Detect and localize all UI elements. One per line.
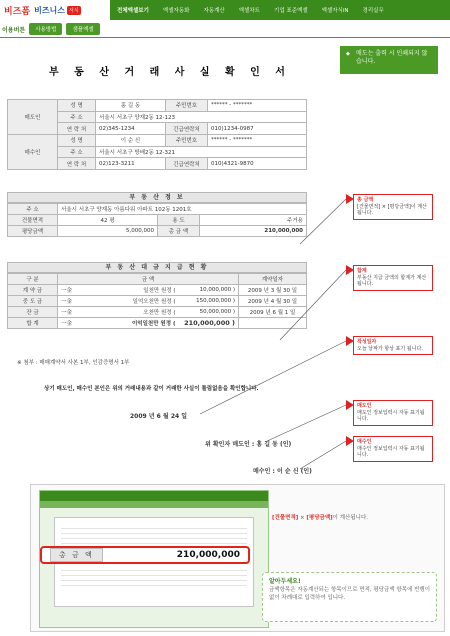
how-to-use-button[interactable]: 사용방법 [29, 23, 62, 35]
callout-title: 매도인 [357, 403, 372, 409]
property-address-label: 주 소 [8, 204, 58, 215]
label-contact: 연 락 처 [58, 123, 96, 135]
seller-contact: 02)345-1234 [96, 123, 166, 135]
logo-sub-text: 비즈니스 [34, 5, 66, 15]
payment-prefix: 一金 [58, 318, 78, 329]
unit-price-label: 평당금액 [8, 226, 58, 237]
confirmation-statement: 상기 매도인, 매수인 본인은 위의 거래내용과 같이 거래한 사실이 틀림없음을 확인합니다. [44, 386, 259, 392]
callout-text: 매도인 정보입력시 자동 표기됩니다. [357, 409, 425, 422]
property-title: 부 동 산 정 보 [7, 192, 307, 203]
logo-main-text: 비즈폼 [4, 6, 31, 17]
seller-emergency: 010)1234-0987 [208, 123, 307, 135]
zoom-value: 210,000,000 [176, 550, 240, 560]
property-address: 서울시 서초구 양재동 아름다워 아파트 102동 1201호 [58, 204, 307, 215]
nav-item-excel-chart[interactable]: 엑셀차트 [238, 8, 260, 14]
callout-text: 매수인 정보입력시 자동 표기됩니다. [357, 445, 425, 458]
nav-item-auto-calc[interactable]: 자동계산 [203, 8, 225, 14]
document-title: 부 동 산 거 래 사 실 확 인 서 [49, 67, 291, 78]
payment-prefix: 一金 [58, 285, 78, 296]
usage-label: 이용버튼 [2, 26, 26, 34]
payment-date: 2009 년 6 월 1 일 [239, 307, 307, 318]
zoom-total-highlight [40, 546, 250, 564]
total-value: 210,000,000 [200, 226, 307, 237]
total-label: 총 금 액 [158, 226, 200, 237]
payment-number: 210,000,000 ) [179, 318, 239, 329]
nav-item-automation[interactable]: 엑셀자동화 [162, 8, 190, 14]
payment-korean: 일억오천만 원정 ( [78, 296, 179, 307]
label-contact: 연 락 처 [58, 158, 96, 170]
print-note: ◆ 매도는 출력 시 인쇄되지 않습니다. [340, 46, 438, 74]
payment-label: 잔 금 [8, 307, 58, 318]
callout-text: 부동산 지급 금액의 합계가 계산됩니다. [357, 274, 427, 287]
nav-item-accounting[interactable]: 경리실무 [362, 8, 384, 14]
callout-title: 작성일자 [357, 339, 377, 345]
label-address: 주 소 [58, 111, 96, 123]
callout-title: 합계 [357, 268, 367, 274]
formula-a: [건물면적] [272, 515, 299, 521]
callout-text: [건물면적] × [평당금액]이 계산됩니다. [357, 203, 427, 216]
callout-title: 매수인 [357, 439, 372, 445]
document-date: 2009 년 6 월 24 일 [130, 413, 188, 420]
payment-label: 계 약 금 [8, 285, 58, 296]
buyer-signature: 매수인 : 이 순 신 (인) [253, 468, 312, 475]
formula-op: × [298, 515, 307, 521]
use-label: 용 도 [158, 215, 200, 226]
seller-role: 매도인 [8, 100, 58, 135]
formula-b: [평당금액] [306, 515, 333, 521]
seller-signature: 위 확인자 매도인 : 홍 길 동 (인) [205, 441, 292, 448]
payment-label: 중 도 금 [8, 296, 58, 307]
nav-item-standard-excel[interactable]: 기업 표준엑셀 [274, 8, 308, 14]
label-emergency: 긴급연락처 [166, 158, 208, 170]
attachment-note: ※ 첨부 : 매매계약서 사본 1부, 인감증명서 1부 [17, 360, 130, 366]
nav-item-all-excel[interactable]: 전체엑셀보기 [117, 8, 149, 14]
unit-price-value: 5,000,000 [58, 226, 158, 237]
payment-header: 계약일자 [239, 274, 307, 285]
payment-prefix: 一金 [58, 296, 78, 307]
buyer-ssn: ****** - ******* [208, 135, 307, 147]
label-ssn: 주민번호 [166, 100, 208, 112]
formula-rest: 이 계산됩니다. [332, 515, 369, 521]
payment-korean: 이억일천만 원정 ( [78, 318, 179, 329]
area-value: 42 평 [58, 215, 158, 226]
payment-korean: 일천만 원정 ( [78, 285, 179, 296]
seller-ssn: ****** - ******* [208, 100, 307, 112]
logo-badge: 서식 [69, 7, 79, 14]
mini-nav [40, 491, 268, 501]
label-emergency: 긴급연락처 [166, 123, 208, 135]
buyer-emergency: 010)4321-9870 [208, 158, 307, 170]
callout-title: 총 금액 [357, 197, 374, 203]
mini-subnav [40, 501, 268, 508]
payment-date: 2009 년 4 월 30 일 [239, 296, 307, 307]
payment-number: 50,000,000 ) [179, 307, 239, 318]
zoom-label: 총 금 액 [50, 548, 103, 562]
buyer-contact: 02)123-3211 [96, 158, 166, 170]
use-value: 주거용 [200, 215, 307, 226]
seller-address: 서울시 서초구 양재2동 12-123 [96, 111, 307, 123]
label-address: 주 소 [58, 146, 96, 158]
payment-korean: 오천만 원정 ( [78, 307, 179, 318]
payment-prefix: 一金 [58, 307, 78, 318]
nav-item-knowledge[interactable]: 엑셀자식iN [321, 8, 349, 14]
label-name: 성 명 [58, 135, 96, 147]
seller-name: 홍 길 동 [96, 100, 166, 112]
payment-number: 10,000,000 ) [179, 285, 239, 296]
label-name: 성 명 [58, 100, 96, 112]
payment-number: 150,000,000 ) [179, 296, 239, 307]
payment-label: 합 계 [8, 318, 58, 329]
payment-header: 구 분 [8, 274, 58, 285]
callout-text: 오늘 날짜가 항상 표기 됩니다. [357, 345, 423, 352]
buyer-address: 서울시 서초구 방배2동 12-321 [96, 146, 307, 158]
sample-excel-button[interactable]: 샘플엑셀 [66, 23, 99, 35]
area-label: 건물면적 [8, 215, 58, 226]
tip-box [262, 572, 437, 622]
payment-title: 부 동 산 대 금 지 급 현 황 [7, 262, 307, 273]
buyer-role: 매수인 [8, 135, 58, 170]
tip-text: 금액항목은 자동계산되는 항목이므로 면적, 평당금액 항목에 빈행이 없이 차례대로 입력하여 입니다. [269, 587, 431, 601]
payment-date: 2009 년 3 월 30 일 [239, 285, 307, 296]
payment-header: 금 액 [58, 274, 239, 285]
label-ssn: 주민번호 [166, 135, 208, 147]
buyer-name: 이 순 신 [96, 135, 166, 147]
tip-title: 알아두세요! [269, 578, 301, 585]
formula-note [272, 513, 368, 521]
